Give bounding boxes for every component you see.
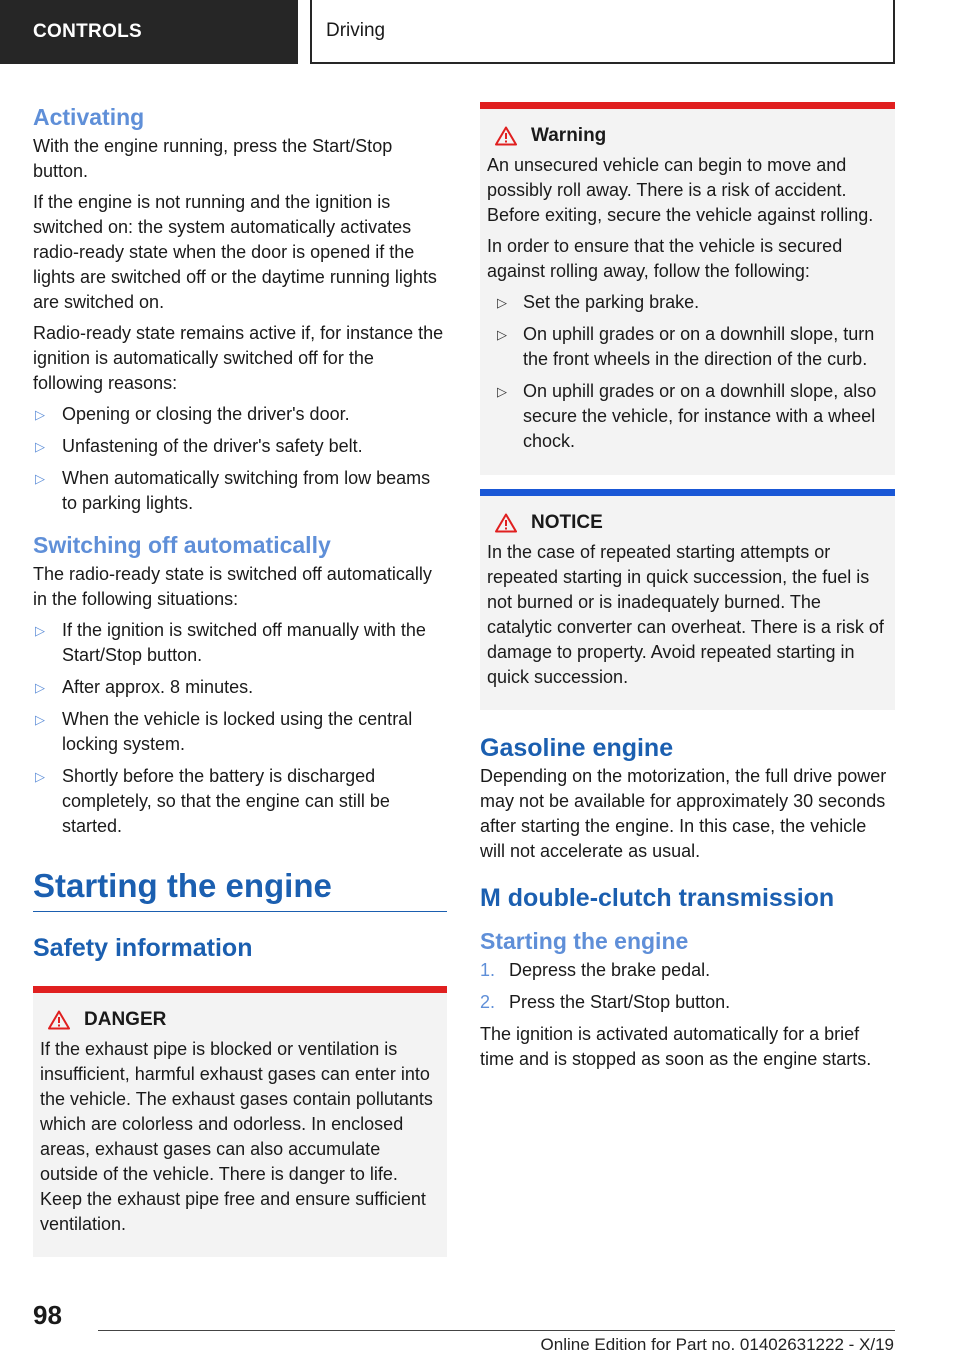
triangle-right-icon: ▷ — [35, 680, 45, 695]
warning-triangle-icon — [495, 513, 517, 533]
triangle-right-icon: ▷ — [35, 407, 45, 422]
notice-box — [480, 489, 895, 710]
triangle-right-icon: ▷ — [35, 769, 45, 784]
triangle-right-icon: ▷ — [35, 623, 45, 638]
paragraph: The radio-ready state is switched off automatically in the following situations: — [33, 564, 432, 609]
notice-label: NOTICE — [531, 512, 603, 533]
heading-switching-off: Switching off automatically — [33, 532, 331, 558]
right-column — [480, 102, 895, 1078]
list-item: ▷ Set the parking brake. — [487, 290, 887, 315]
warning-triangle-icon — [495, 126, 517, 146]
edition-note: Online Edition for Part no. 01402631222 - X/19 — [540, 1335, 894, 1354]
list-item: ▷ When automatically switching from low beams to parking lights. — [35, 468, 431, 513]
danger-box — [33, 986, 447, 1257]
section-tab — [0, 0, 298, 64]
list-item: ▷ On uphill grades or on a downhill slope, turn the front wheels in the direction of the curb. — [497, 324, 875, 369]
heading-activating: Activating — [33, 104, 145, 130]
warning-box — [480, 102, 895, 475]
warning-label: Warning — [531, 125, 607, 146]
triangle-right-icon: ▷ — [497, 384, 507, 399]
left-column — [33, 102, 447, 1257]
list-item: ▷ After approx. 8 minutes. — [33, 675, 447, 700]
situation-list — [33, 618, 447, 839]
paragraph: In order to ensure that the vehicle is secured against rolling away, follow the following: — [487, 236, 843, 281]
notice-text: In the case of repeated starting attempts or repeated starting in quick succession, the fuel is not burned or is inadequately burned. The catalytic converter can overheat. There is a risk of damage to property. Avoid repeated starting in quick succession. — [487, 542, 884, 687]
danger-title — [40, 1007, 439, 1033]
paragraph: Depending on the motorization, the full drive power may not be available for approximately 30 seconds after starting the engine. In this case, the vehicle will not accelerate as usual. — [480, 766, 887, 861]
reason-list — [33, 402, 447, 516]
steps-list — [480, 958, 895, 1015]
chapter-header — [310, 0, 895, 64]
paragraph: An unsecured vehicle can begin to move and possibly roll away. There is a risk of accident. Before exiting, secure the vehicle against rolling. — [487, 155, 874, 225]
page-number: 98 — [33, 1300, 62, 1330]
triangle-right-icon: ▷ — [497, 327, 507, 342]
paragraph: Radio-ready state remains active if, for instance the ignition is automatically switched off for the following reasons: — [33, 323, 444, 393]
paragraph: With the engine running, press the Start/Stop button. — [33, 136, 393, 181]
step-item: 1. Depress the brake pedal. — [480, 960, 711, 980]
heading-safety-information: Safety information — [33, 934, 253, 962]
triangle-right-icon: ▷ — [35, 471, 45, 486]
list-item: ▷ On uphill grades or on a downhill slope, also secure the vehicle, for instance with a wheel chock. — [497, 381, 877, 451]
paragraph: If the engine is not running and the ignition is switched on: the system automatically activates radio-ready state when the door is opened if the lights are switched off or the daytime running lights are switched on. — [33, 192, 437, 312]
list-item: ▷ If the ignition is switched off manually with the Start/Stop button. — [35, 620, 426, 665]
heading-gasoline-engine: Gasoline engine — [480, 734, 674, 762]
notice-title — [487, 510, 887, 536]
warning-triangle-icon — [48, 1010, 70, 1030]
danger-label: DANGER — [84, 1009, 167, 1030]
danger-text: If the exhaust pipe is blocked or ventilation is insufficient, harmful exhaust gases can enter into the vehicle. The exhaust gases contain pollutants which are colorless and odorless. In enclosed areas, exhaust gases can also accumulate outside of the vehicle. There is danger to life. Keep the exhaust pipe free and ensure sufficient ventilation. — [40, 1039, 433, 1234]
list-item: ▷ Unfastening of the driver's safety belt. — [33, 434, 447, 459]
list-item: ▷ Shortly before the battery is discharged completely, so that the engine can still be started. — [35, 766, 390, 836]
heading-starting-engine: Starting the engine — [33, 865, 447, 912]
chapter-label: Driving — [326, 20, 386, 41]
list-item: ▷ When the vehicle is locked using the central locking system. — [35, 709, 413, 754]
footer-divider — [98, 1330, 895, 1331]
securing-list — [487, 290, 887, 454]
triangle-right-icon: ▷ — [497, 295, 507, 310]
list-item: ▷ Opening or closing the driver's door. — [33, 402, 447, 427]
heading-mdct-starting: Starting the engine — [480, 928, 689, 954]
step-item: 2. Press the Start/Stop button. — [480, 992, 731, 1012]
paragraph: The ignition is activated automatically for a brief time and is stopped as soon as the engine starts. — [480, 1024, 872, 1069]
warning-title — [487, 123, 887, 149]
triangle-right-icon: ▷ — [35, 712, 45, 727]
heading-m-double-clutch: M double-clutch transmission — [480, 884, 835, 912]
section-label: CONTROLS — [33, 21, 143, 42]
triangle-right-icon: ▷ — [35, 439, 45, 454]
